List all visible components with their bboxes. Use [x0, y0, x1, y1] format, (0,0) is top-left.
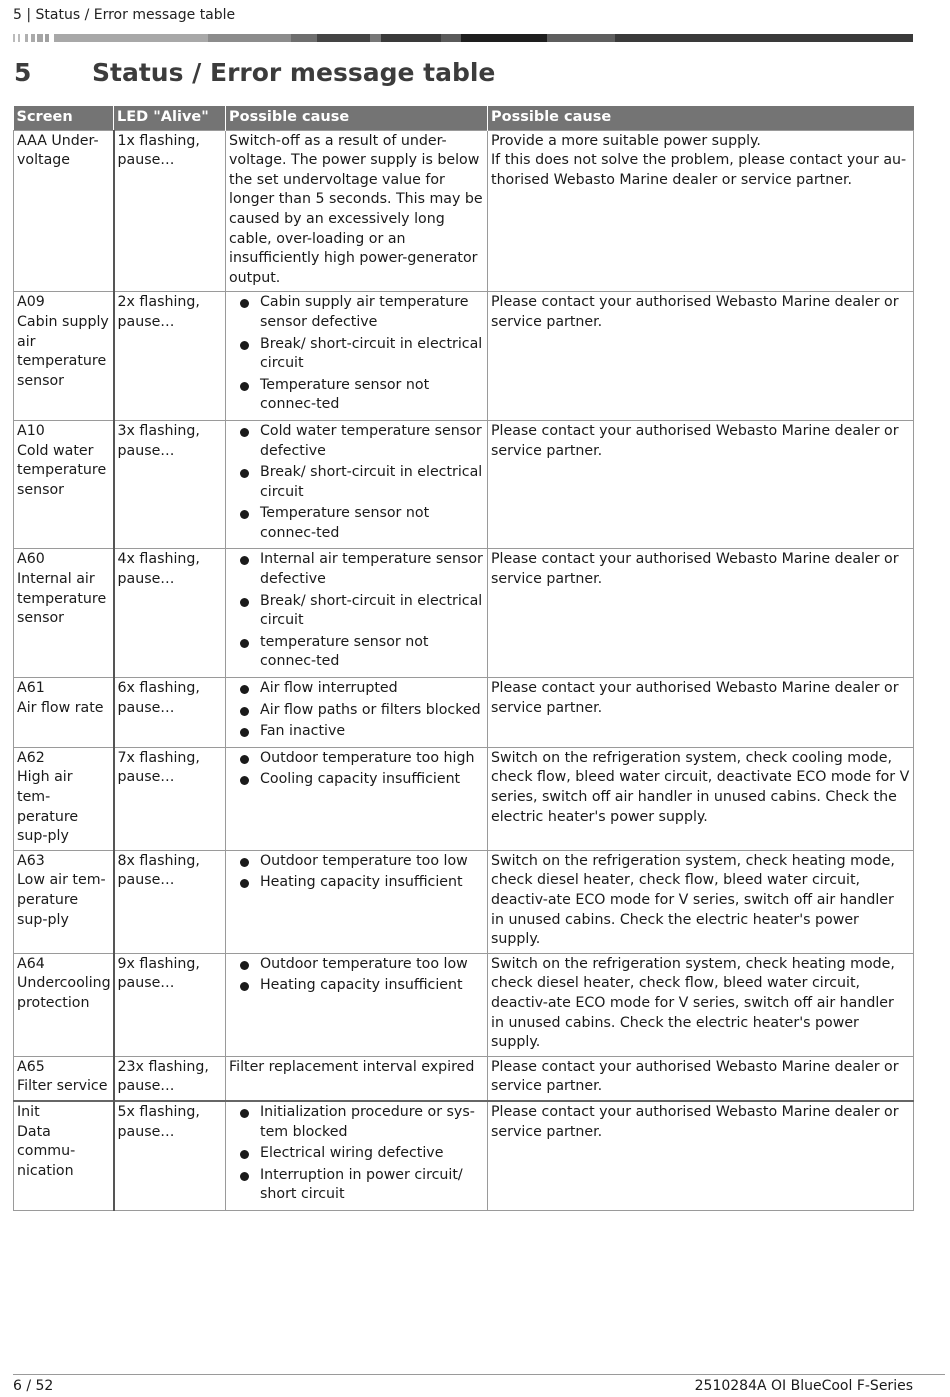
cause-list-item: Outdoor temperature too low: [229, 852, 484, 872]
table-row: [14, 850, 914, 953]
cause-list-item: Heating capacity insufficient: [229, 976, 484, 996]
cause-list-item: Electrical wiring defective: [229, 1144, 484, 1164]
table-row: [14, 130, 914, 292]
cell-remedy: Provide a more suitable power supply. If this does not solve the problem, please contact your au-thorised Webasto Marine dealer or service partner.: [488, 130, 914, 292]
cell-cause: [226, 549, 488, 678]
cell-remedy: Please contact your authorised Webasto Marine dealer or service partner.: [488, 292, 914, 421]
column-header-cause: Possible cause: [226, 106, 488, 130]
cell-remedy: Please contact your authorised Webasto Marine dealer or service partner.: [488, 549, 914, 678]
table-row: [14, 953, 914, 1056]
table-row: [14, 1101, 914, 1210]
cause-list-item: Initialization procedure or sys-tem blocked: [229, 1103, 484, 1142]
cell-cause: [226, 850, 488, 953]
cause-list: [229, 422, 484, 544]
cause-list-item: Temperature sensor not connec-ted: [229, 376, 484, 415]
document-id: 2510284A OI BlueCool F-Series: [694, 1378, 913, 1394]
table-body: [14, 130, 914, 1210]
cause-list-item: Cold water temperature sensor defective: [229, 422, 484, 461]
cell-remedy: Switch on the refrigeration system, check heating mode, check diesel heater, check flow, bleed water circuit, deactiv-ate ECO mode for V series, switch off air handler in unused cabins. Check the electric heater's power supply.: [488, 850, 914, 953]
cell-cause: [226, 1101, 488, 1210]
cell-led: 1x flashing, pause…: [114, 130, 226, 292]
footer-divider: [13, 1374, 945, 1375]
cell-cause: [226, 678, 488, 748]
cell-screen: A10 Cold water temperature sensor: [14, 420, 114, 549]
cause-list-item: Cabin supply air temperature sensor defective: [229, 293, 484, 332]
cell-remedy: Please contact your authorised Webasto Marine dealer or service partner.: [488, 1056, 914, 1101]
cell-led: 2x flashing, pause…: [114, 292, 226, 421]
cause-list: [229, 1103, 484, 1205]
cell-cause: Switch-off as a result of under-voltage. The power supply is below the set undervoltage value for longer than 5 seconds. This may be caused by an excessively long cable, over-loading or an insufficiently high power-generator output.: [226, 130, 488, 292]
cell-led: 8x flashing, pause…: [114, 850, 226, 953]
cause-list-item: Air flow interrupted: [229, 679, 484, 699]
cell-screen: A09 Cabin supply air temperature sensor: [14, 292, 114, 421]
cell-screen: A61 Air flow rate: [14, 678, 114, 748]
table-row: [14, 1056, 914, 1101]
cell-led: 23x flashing, pause…: [114, 1056, 226, 1101]
chapter-title-text: Status / Error message table: [92, 58, 496, 87]
cell-screen: A62 High air tem-perature sup-ply: [14, 747, 114, 850]
cell-cause: [226, 292, 488, 421]
cause-list-item: Internal air temperature sensor defective: [229, 550, 484, 589]
cell-cause: Filter replacement interval expired: [226, 1056, 488, 1101]
cell-screen: A63 Low air tem-perature sup-ply: [14, 850, 114, 953]
cause-list-item: Heating capacity insufficient: [229, 873, 484, 893]
cell-screen: A64 Undercooling protection: [14, 953, 114, 1056]
table-row: [14, 678, 914, 748]
cell-cause: [226, 747, 488, 850]
cell-screen: A65 Filter service: [14, 1056, 114, 1101]
cause-list: [229, 749, 484, 790]
cell-cause: [226, 953, 488, 1056]
cause-list: [229, 293, 484, 415]
decorative-header-bar: [13, 34, 913, 42]
cell-remedy: Please contact your authorised Webasto Marine dealer or service partner.: [488, 678, 914, 748]
cause-list-item: Break/ short-circuit in electrical circuit: [229, 463, 484, 502]
chapter-number: 5: [14, 58, 32, 87]
cause-list-item: Fan inactive: [229, 722, 484, 742]
cause-list: [229, 852, 484, 893]
table-header-row: [14, 106, 914, 130]
cause-list: [229, 679, 484, 742]
cell-remedy: Switch on the refrigeration system, check heating mode, check diesel heater, check flow, bleed water circuit, deactiv-ate ECO mode for V series, switch off air handler in unused cabins. Check the electric heater's power supply.: [488, 953, 914, 1056]
cell-led: 7x flashing, pause…: [114, 747, 226, 850]
chapter-title: [14, 58, 495, 87]
table-row: [14, 747, 914, 850]
cause-list-item: Interruption in power circuit/ short circuit: [229, 1166, 484, 1205]
error-message-table: [13, 106, 914, 1211]
cause-list-item: Air flow paths or filters blocked: [229, 701, 484, 721]
column-header-screen: Screen: [14, 106, 114, 130]
cell-remedy: Please contact your authorised Webasto Marine dealer or service partner.: [488, 420, 914, 549]
cell-led: 6x flashing, pause…: [114, 678, 226, 748]
running-header: 5 | Status / Error message table: [13, 7, 236, 23]
table-row: [14, 292, 914, 421]
column-header-led: LED "Alive": [114, 106, 226, 130]
column-header-remedy: Possible cause: [488, 106, 914, 130]
cell-led: 3x flashing, pause…: [114, 420, 226, 549]
cell-led: 9x flashing, pause…: [114, 953, 226, 1056]
table-row: [14, 420, 914, 549]
cell-remedy: Switch on the refrigeration system, check cooling mode, check flow, bleed water circuit, deactivate ECO mode for V series, switch off air handler in unused cabins. Check the electric heater's power supply.: [488, 747, 914, 850]
cause-list-item: Break/ short-circuit in electrical circuit: [229, 592, 484, 631]
cell-screen: Init Data commu-nication: [14, 1101, 114, 1210]
cause-list-item: Temperature sensor not connec-ted: [229, 504, 484, 543]
cause-list-item: Outdoor temperature too low: [229, 955, 484, 975]
cell-remedy: Please contact your authorised Webasto Marine dealer or service partner.: [488, 1101, 914, 1210]
cell-screen: AAA Under-voltage: [14, 130, 114, 292]
page-number: 6 / 52: [13, 1378, 54, 1394]
table-row: [14, 549, 914, 678]
cause-list-item: Cooling capacity insufficient: [229, 770, 484, 790]
cause-list-item: temperature sensor not connec-ted: [229, 633, 484, 672]
cause-list: [229, 550, 484, 672]
cause-list: [229, 955, 484, 996]
cause-list-item: Outdoor temperature too high: [229, 749, 484, 769]
cell-screen: A60 Internal air temperature sensor: [14, 549, 114, 678]
cell-cause: [226, 420, 488, 549]
cell-led: 4x flashing, pause…: [114, 549, 226, 678]
cause-list-item: Break/ short-circuit in electrical circuit: [229, 335, 484, 374]
cell-led: 5x flashing, pause…: [114, 1101, 226, 1210]
